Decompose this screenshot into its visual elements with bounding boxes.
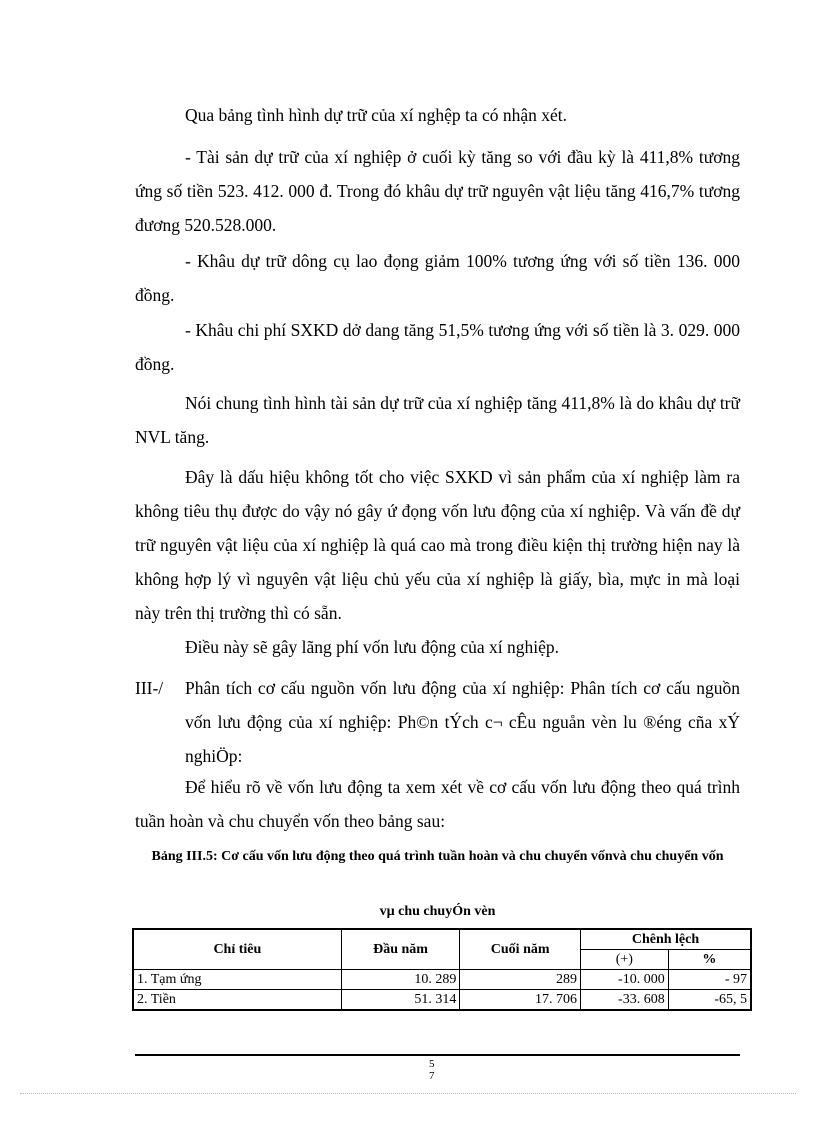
table-row: [133, 990, 751, 1011]
row-end: 289: [460, 970, 581, 990]
paragraph-wip-cost: - Khâu chi phí SXKD dở dang tăng 51,5% tương ứng với số tiền là 3. 029. 000 đồng.: [135, 320, 740, 374]
page-bottom-divider: [20, 1093, 796, 1094]
row-name: 1. Tạm ứng: [133, 970, 341, 990]
paragraph-intro: Qua bảng tình hình dự trữ của xí nghệp ta có nhận xét.: [185, 105, 568, 125]
row-name: 2. Tiền: [133, 990, 341, 1011]
table-caption-garbled: vµ chu chuyÓn vèn: [379, 904, 496, 919]
table-caption: Bảng III.5: Cơ cấu vốn lưu động theo quá trình tuần hoàn và chu chuyển vốnvà chu chuyển vốn: [151, 849, 724, 864]
header-start-year: Đầu năm: [341, 929, 460, 970]
paragraph-tools: - Khâu dự trữ dông cụ lao đọng giảm 100% tương ứng với số tiền 136. 000 đồng.: [135, 251, 740, 305]
header-indicator: Chỉ tiêu: [133, 929, 341, 970]
row-diff: -33. 608: [580, 990, 668, 1011]
paragraph-summary: Nói chung tình hình tài sản dự trữ của xí nghiệp tăng 411,8% là do khâu dự trữ NVL tăng.: [135, 393, 740, 447]
row-start: 10. 289: [341, 970, 460, 990]
section-heading: [135, 671, 740, 773]
paragraph-analysis: Đây là dấu hiệu không tốt cho việc SXKD vì sản phẩm của xí nghiệp làm ra không tiêu thụ được do vậy nó gây ứ đọng vốn lưu động của xí nghiệp. Và vấn đề dự trữ nguyên vật liệu của xí nghiệp là quá cao mà trong điều kiện thị trường hiện nay là không hợp lý vì nguyên vật liệu chủ yếu của xí nghiệp là giấy, bìa, mực in mà loại này trên thị trường thì có sẵn.: [135, 467, 740, 623]
page-number: [429, 1058, 435, 1082]
section-title: Phân tích cơ cấu nguồn vốn lưu động của xí nghiệp: Phân tích cơ cấu nguồn vốn lưu động của xí nghiệp: Ph©n tÝch c¬ cÊu nguån vèn lu ®éng cña xÝ nghiÖp:: [185, 678, 740, 766]
page-number-digit-2: 7: [429, 1070, 435, 1082]
row-pct: -65, 5: [668, 990, 751, 1011]
paragraph-reserve-assets: - Tài sản dự trữ của xí nghiệp ở cuối kỳ tăng so với đầu kỳ là 411,8% tương ứng số tiền 523. 412. 000 đ. Trong đó khâu dự trữ nguyên vật liệu tăng 416,7% tương đương 520.528.000.: [135, 147, 740, 235]
table-row: [133, 970, 751, 990]
footer-rule: [135, 1054, 740, 1056]
capital-structure-table: [132, 928, 752, 1011]
row-end: 17. 706: [460, 990, 581, 1011]
header-diff-percent: %: [668, 950, 751, 970]
paragraph-table-intro: Để hiểu rõ về vốn lưu động ta xem xét về cơ cấu vốn lưu động theo quá trình tuần hoàn và chu chuyển vốn theo bảng sau:: [135, 777, 740, 831]
header-difference: Chênh lệch: [580, 929, 751, 950]
row-pct: - 97: [668, 970, 751, 990]
row-diff: -10. 000: [580, 970, 668, 990]
row-start: 51. 314: [341, 990, 460, 1011]
page-number-digit-1: 5: [429, 1058, 435, 1070]
header-diff-amount: (+): [580, 950, 668, 970]
paragraph-waste: Điều này sẽ gây lãng phí vốn lưu động của xí nghiệp.: [185, 637, 559, 657]
header-end-year: Cuối năm: [460, 929, 581, 970]
section-number: III-/: [135, 678, 164, 698]
